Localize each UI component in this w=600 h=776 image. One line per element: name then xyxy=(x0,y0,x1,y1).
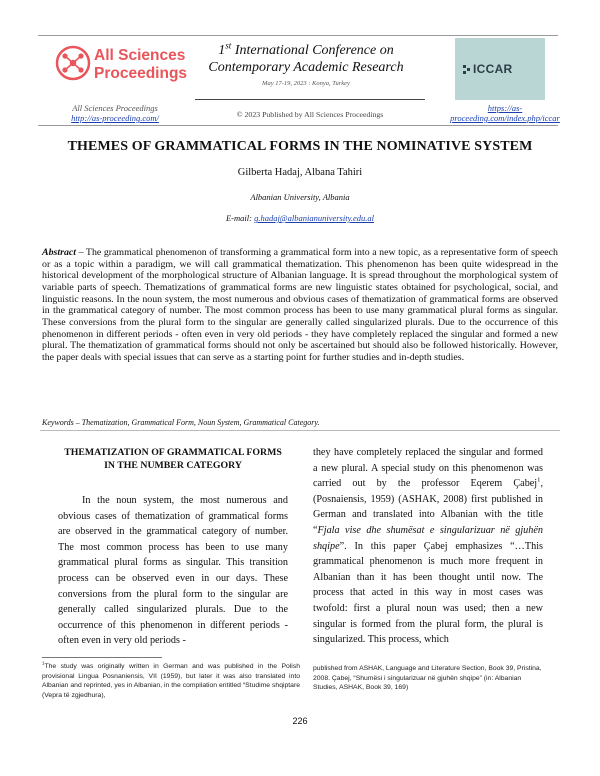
iccar-mark-icon xyxy=(463,65,472,75)
page-number: 226 xyxy=(292,716,308,726)
body-right-column xyxy=(313,445,543,648)
all-sciences-logo[interactable] xyxy=(54,40,188,98)
footnote-right: published from ASHAK, Language and Literature Section, Book 39, Pristina, 2008. Çabej, “Shumësi i singularizuar në gjuhën shqipe” (in: Albanian Studies, ASHAK, Book 39, 169) xyxy=(313,665,542,692)
journal-url-block xyxy=(450,103,560,123)
conference-line-1: International Conference on xyxy=(231,43,394,58)
conference-ordinal: st xyxy=(225,40,232,51)
logo-line-2: Proceedings xyxy=(94,65,188,82)
footnote-left xyxy=(42,662,300,700)
keywords-rule xyxy=(40,430,560,431)
section-heading: THEMATIZATION OF GRAMMATICAL FORMS IN THE NUMBER CATEGORY xyxy=(64,447,282,471)
iccar-label: ICCAR xyxy=(473,62,513,76)
abstract-label: Abstract xyxy=(42,247,77,258)
conference-line-2: Contemporary Academic Research xyxy=(208,60,404,75)
author-affiliation: Albanian University, Albania xyxy=(250,192,350,202)
author-email xyxy=(20,213,580,223)
journal-url-line-1[interactable]: https://as- xyxy=(487,103,523,113)
logo-wordmark xyxy=(94,47,187,83)
iccar-logo[interactable] xyxy=(455,38,545,100)
molecule-logo-icon xyxy=(54,44,92,82)
footnote-ref[interactable]: 1 xyxy=(537,476,541,484)
publisher-name: All Sciences Proceedings xyxy=(72,103,158,113)
footnote-number: 1 xyxy=(42,660,45,666)
right-text-2: , (Posnaiensis, 1959) (ASHAK, 2008) first published in German and translated into Albanian with the title “ xyxy=(313,478,543,536)
footnote-left-text: The study was originally written in German and was published in the Polish provisional Lingua Posnaniensis, VII (1959), but later it was also translated into Albanian and reprinted, yes in Albanian, in the compilation entitled “Studime shqiptare (Vepra të zgjedhura), xyxy=(42,663,300,699)
logo-line-1: All Sciences xyxy=(94,47,186,64)
right-text-1: they have completely replaced the singular and formed a new plural. A special study on this phenomenon was carried out by the professor Eqerem Çabej xyxy=(313,447,543,490)
right-text-italic-title: Fjala vise dhe shumësat e singularizuar në gjuhën shqipe xyxy=(313,524,543,552)
paper-title: THEMES OF GRAMMATICAL FORMS IN THE NOMINATIVE SYSTEM xyxy=(67,139,533,154)
conference-title xyxy=(190,42,422,76)
footnote-rule xyxy=(42,657,162,658)
copyright-notice: © 2023 Published by All Sciences Proceedings xyxy=(236,110,384,119)
publisher-block xyxy=(40,103,190,123)
header-bottom-rule xyxy=(38,125,558,126)
conference-date: May 17-19, 2023 : Konya, Turkey xyxy=(262,80,350,87)
header-mid-rule xyxy=(195,99,425,100)
header-top-rule xyxy=(38,35,558,36)
body-left-column: In the noun system, the most numerous and obvious cases of thematization of grammatical forms are observed in the grammatical category of number. The most common process has been to use many grammatical plural forms as singular. This transition process can be observed even in our days. These conversions from the plural form to the singular are generally called singularized plurals. Due to the occurrence of this phenomenon in different periods - often even in very old periods - xyxy=(58,495,288,647)
paper-authors: Gilberta Hadaj, Albana Tahiri xyxy=(237,167,363,178)
abstract-text: – The grammatical phenomenon of transforming a grammatical form into a new topic, as a representative form of speech or as a topic within a paradigm, we will call grammatical thematization. This phenomenon has been quite widespread in the historical development of the morphological structure of Albanian language. It is spread throughout the morphological system of variable parts of speech. Thematizations of grammatical forms are new linguistic states obtained for psychological, social, and linguistic reasons. In the noun system, the most numerous and obvious cases of thematization of grammatical forms are observed in the grammatical category of number. The most common process has been to use many grammatical plural forms as singular. These conversions from the plural form to the singular are generally called singularized plurals. Due to the occurrence of this phenomenon in different periods - often even in very old periods - they have completely replaced the singular and formed a new plural. The thematization of grammatical forms should not only be ascertained but should also be followed historically. However, the paper deals with special issues that can serve as a starting point for further studies and in-depth studies. xyxy=(42,247,558,363)
email-label: E-mail: xyxy=(225,213,255,223)
abstract xyxy=(42,247,558,364)
keywords: Keywords – Thematization, Grammatical Form, Noun System, Grammatical Category. xyxy=(42,418,320,427)
journal-url-line-2[interactable]: proceeding.com/index.php/iccar xyxy=(450,113,560,123)
email-link[interactable]: g.hadaj@albanianuniversity.edu.al xyxy=(254,213,375,223)
conference-number: 1 xyxy=(218,43,226,58)
right-text-3: ”. In this paper Çabej emphasizes “…This grammatical phenomenon is much more frequent in Albanian than it has been thought until now. The process that acted in this way in most cases was twofold: first a plural noun was used; then a new singular is formed from the plural form, the plural is singularized. This process, which xyxy=(313,540,543,646)
publisher-url-link[interactable]: http://as-proceeding.com/ xyxy=(71,113,159,123)
